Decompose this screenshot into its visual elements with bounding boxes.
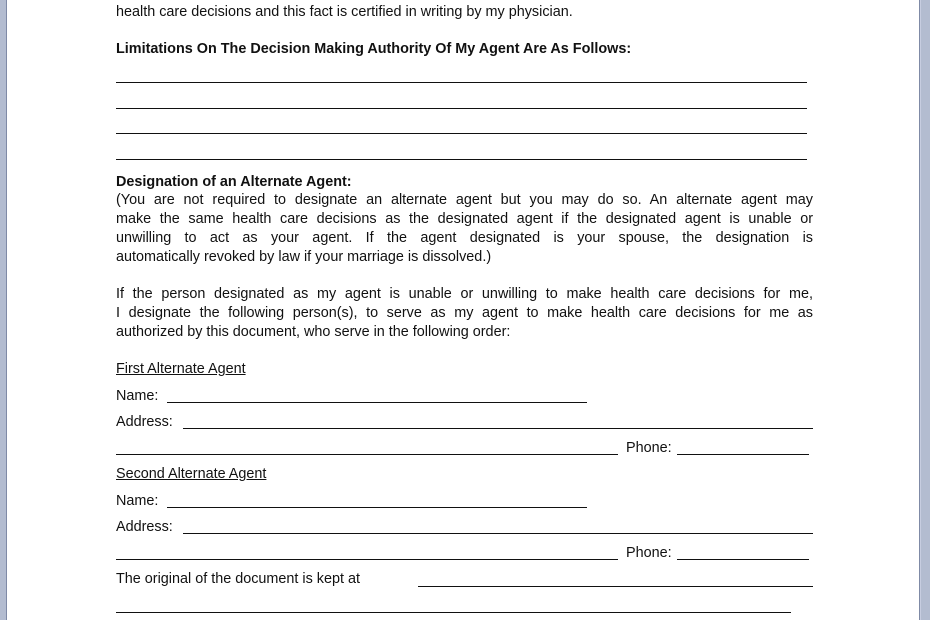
original-kept-label: The original of the document is kept at xyxy=(116,571,360,587)
first-alternate-address-field-1[interactable] xyxy=(183,428,813,429)
alternate-note-line-4: automatically revoked by law if your marriage is dissolved.) xyxy=(116,249,492,265)
original-kept-field-1[interactable] xyxy=(418,586,813,587)
alternate-note-line-3: unwilling to act as your agent. If the agent designated is your spouse, the designation is xyxy=(116,230,813,246)
limitations-heading: Limitations On The Decision Making Authority Of My Agent Are As Follows: xyxy=(116,41,632,57)
limitations-line-4[interactable] xyxy=(116,159,807,160)
designation-line-3: authorized by this document, who serve in the following order: xyxy=(116,324,511,340)
second-alternate-phone-label: Phone: xyxy=(626,545,672,561)
second-alternate-address-field-2[interactable] xyxy=(116,559,618,560)
header-tail-text: health care decisions and this fact is certified in writing by my physician. xyxy=(116,4,573,20)
first-alternate-phone-field[interactable] xyxy=(677,454,809,455)
second-alternate-name-field[interactable] xyxy=(167,507,587,508)
limitations-line-1[interactable] xyxy=(116,82,807,83)
first-alternate-address-label: Address: xyxy=(116,414,173,430)
second-alternate-address-field-1[interactable] xyxy=(183,533,813,534)
second-alternate-address-label: Address: xyxy=(116,519,173,535)
designation-line-1: If the person designated as my agent is unable or unwilling to make health care decisions for me, xyxy=(116,286,813,302)
first-alternate-phone-label: Phone: xyxy=(626,440,672,456)
first-alternate-name-label: Name: xyxy=(116,388,159,404)
document-page xyxy=(7,0,919,620)
limitations-line-2[interactable] xyxy=(116,108,807,109)
first-alternate-title: First Alternate Agent xyxy=(116,361,246,377)
limitations-line-3[interactable] xyxy=(116,133,807,134)
alternate-agent-heading: Designation of an Alternate Agent: xyxy=(116,174,352,190)
first-alternate-name-field[interactable] xyxy=(167,402,587,403)
second-alternate-title: Second Alternate Agent xyxy=(116,466,267,482)
second-alternate-name-label: Name: xyxy=(116,493,159,509)
designation-line-2: I designate the following person(s), to serve as my agent to make health care decisions for me as xyxy=(116,305,813,321)
second-alternate-phone-field[interactable] xyxy=(677,559,809,560)
original-kept-field-2[interactable] xyxy=(116,612,791,613)
alternate-note-line-2: make the same health care decisions as the designated agent if the designated agent is unable or xyxy=(116,211,813,227)
first-alternate-address-field-2[interactable] xyxy=(116,454,618,455)
alternate-note-line-1: (You are not required to designate an alternate agent but you may do so. An alternate agent may xyxy=(116,192,813,208)
